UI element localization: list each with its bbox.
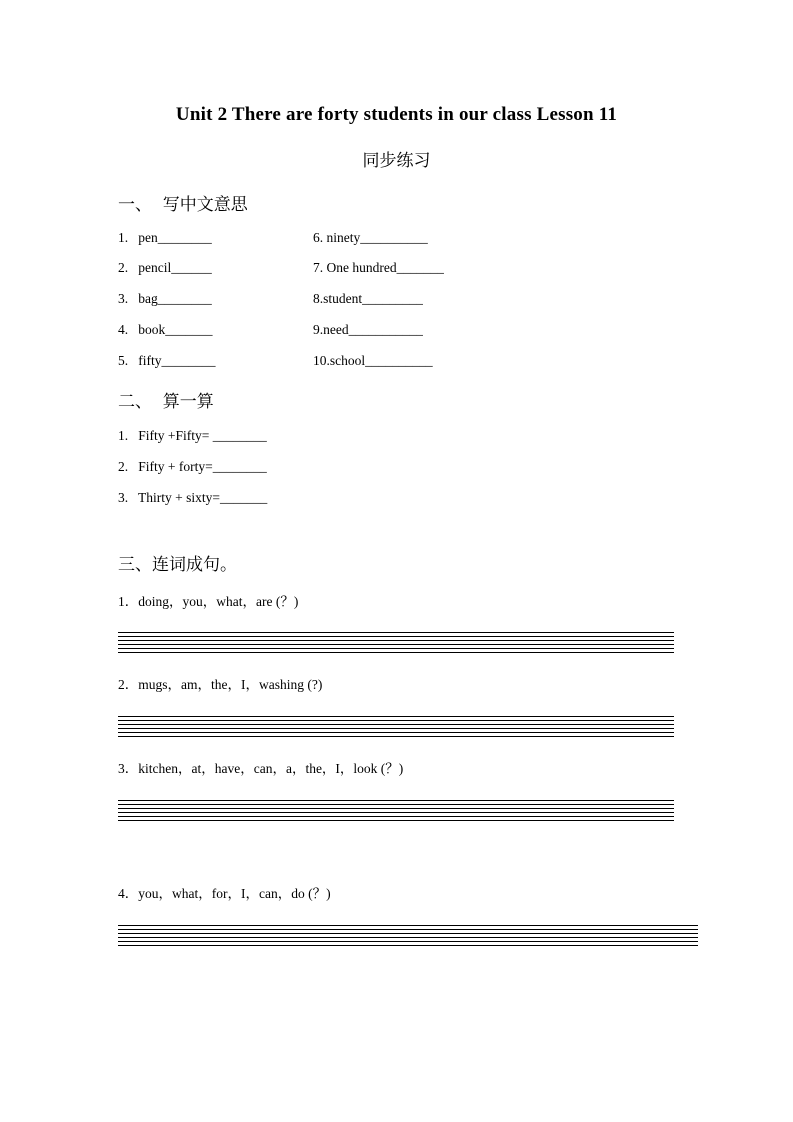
answer-line bbox=[118, 820, 674, 824]
vocab-item-3: 3. bag________ bbox=[118, 291, 212, 306]
section-heading-3: 三、连词成句。 bbox=[118, 555, 237, 575]
math-item-1: 1. Fifty +Fifty= ________ bbox=[118, 428, 267, 443]
math-item-3: 3. Thirty + sixty=_______ bbox=[118, 490, 268, 505]
sentence-question-2: 2．mugs，am，the，I，washing (?) bbox=[118, 677, 323, 692]
answer-lines-4[interactable] bbox=[118, 925, 698, 949]
math-item-2: 2. Fifty + forty=________ bbox=[118, 459, 267, 474]
sentence-question-4: 4．you，what，for，I，can，do (？) bbox=[118, 886, 331, 901]
sentence-question-1: 1．doing，you，what，are (？) bbox=[118, 594, 299, 609]
answer-lines-3[interactable] bbox=[118, 800, 674, 824]
answer-line bbox=[118, 736, 674, 740]
vocab-item-7: 7. One hundred_______ bbox=[313, 260, 444, 275]
answer-line bbox=[118, 945, 698, 949]
answer-lines-1[interactable] bbox=[118, 632, 674, 656]
page-title: Unit 2 There are forty students in our class Lesson 11 bbox=[175, 104, 618, 125]
vocab-item-10: 10.school__________ bbox=[313, 353, 433, 368]
answer-line bbox=[118, 652, 674, 656]
vocab-item-4: 4. book_______ bbox=[118, 322, 213, 337]
vocab-item-8: 8.student_________ bbox=[313, 291, 423, 306]
vocab-item-5: 5. fifty________ bbox=[118, 353, 216, 368]
vocab-item-2: 2. pencil______ bbox=[118, 260, 212, 275]
answer-lines-2[interactable] bbox=[118, 716, 674, 740]
vocab-item-6: 6. ninety__________ bbox=[313, 230, 428, 245]
vocab-item-1: 1. pen________ bbox=[118, 230, 212, 245]
vocab-item-9: 9.need___________ bbox=[313, 322, 423, 337]
page-subtitle: 同步练习 bbox=[362, 151, 431, 171]
sentence-question-3: 3．kitchen，at，have，can，a，the，I，look (？) bbox=[118, 761, 404, 776]
section-heading-1: 一、 写中文意思 bbox=[118, 195, 248, 215]
section-heading-2: 二、 算一算 bbox=[118, 392, 214, 412]
